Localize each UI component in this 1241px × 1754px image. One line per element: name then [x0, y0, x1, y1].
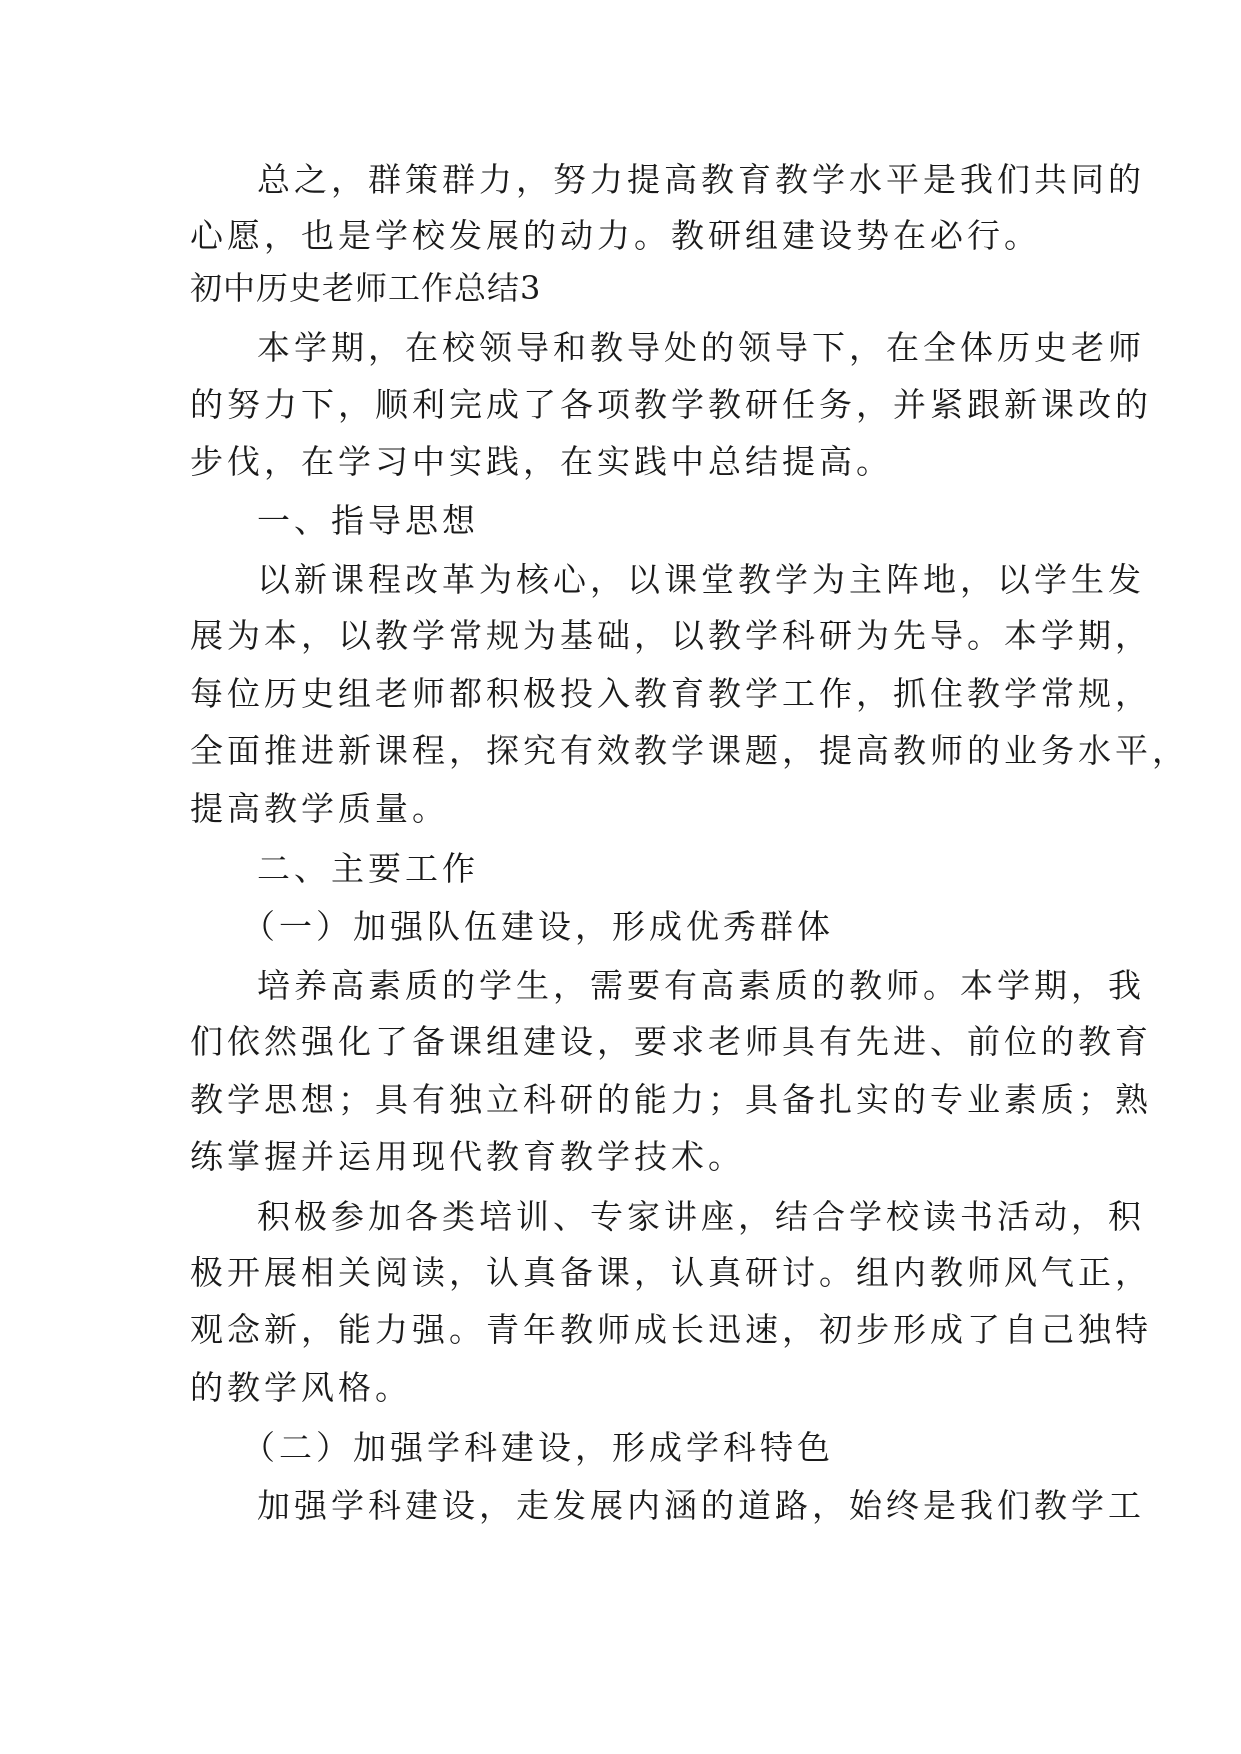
text-line: （二）加强学科建设，形成学科特色	[242, 1428, 834, 1467]
text-line: 提高教学质量。	[190, 789, 449, 828]
text-line: 们依然强化了备课组建设，要求老师具有先进、前位的教育	[190, 1022, 1152, 1061]
text-line: 展为本，以教学常规为基础，以教学科研为先导。本学期，	[190, 616, 1152, 655]
text-line: 总之，群策群力，努力提高教育教学水平是我们共同的	[257, 160, 1145, 199]
text-line: 以新课程改革为核心，以课堂教学为主阵地，以学生发	[257, 560, 1145, 599]
text-line: 教学思想；具有独立科研的能力；具备扎实的专业素质；熟	[190, 1080, 1152, 1119]
section-title: 初中历史老师工作总结3	[190, 269, 542, 307]
text-line: 观念新，能力强。青年教师成长迅速，初步形成了自己独特	[190, 1310, 1152, 1349]
text-line: 练掌握并运用现代教育教学技术。	[190, 1137, 745, 1176]
text-line: 的努力下，顺利完成了各项教学教研任务，并紧跟新课改的	[190, 385, 1152, 424]
text-line: 二、主要工作	[257, 849, 479, 888]
text-line: 极开展相关阅读，认真备课，认真研讨。组内教师风气正，	[190, 1253, 1152, 1292]
text-line: 全面推进新课程，探究有效教学课题，提高教师的业务水平，	[190, 731, 1189, 770]
text-line: 每位历史组老师都积极投入教育教学工作，抓住教学常规，	[190, 674, 1152, 713]
text-line: 一、指导思想	[257, 501, 479, 540]
text-line: （一）加强队伍建设，形成优秀群体	[242, 907, 834, 946]
text-line: 培养高素质的学生，需要有高素质的教师。本学期，我	[257, 966, 1145, 1005]
text-line: 本学期，在校领导和教导处的领导下，在全体历史老师	[257, 328, 1145, 367]
text-line: 步伐，在学习中实践，在实践中总结提高。	[190, 442, 893, 481]
text-line: 加强学科建设，走发展内涵的道路，始终是我们教学工	[257, 1486, 1145, 1525]
text-line: 积极参加各类培训、专家讲座，结合学校读书活动，积	[257, 1197, 1145, 1236]
text-line: 的教学风格。	[190, 1368, 412, 1407]
text-line: 心愿，也是学校发展的动力。教研组建设势在必行。	[190, 216, 1041, 255]
